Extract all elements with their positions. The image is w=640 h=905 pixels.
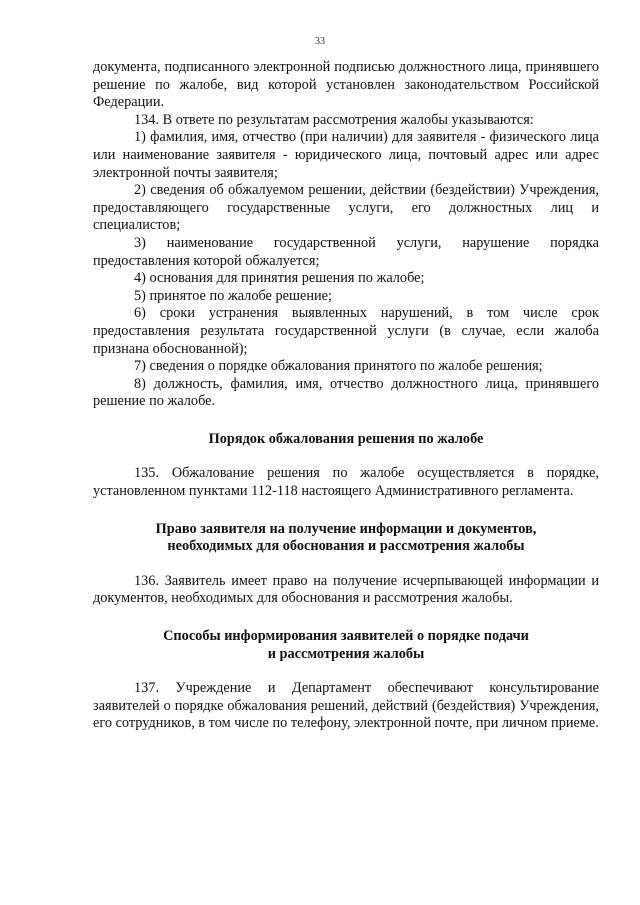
- list-item-2: 2) сведения об обжалуемом решении, действии (бездействии) Учреждения, предоставляющего государственные услуги, его должностных лиц и специалистов;: [93, 182, 599, 234]
- section-heading-rights: [93, 521, 599, 556]
- list-item-4: 4) основания для принятия решения по жалобе;: [134, 270, 425, 287]
- heading-line: Право заявителя на получение информации и документов,: [155, 520, 537, 537]
- heading-line: и рассмотрения жалобы: [267, 645, 425, 662]
- list-item-6: 6) сроки устранения выявленных нарушений, в том числе срок предоставления результата государственной услуги (в случае, если жалоба признана обоснованной);: [93, 305, 599, 357]
- list-item-8: 8) должность, фамилия, имя, отчество должностного лица, принявшего решение по жалобе.: [93, 375, 599, 410]
- paragraph-136: 136. Заявитель имеет право на получение исчерпывающей информации и документов, необходимых для обоснования и рассмотрения жалобы.: [93, 572, 599, 607]
- page-number: 33: [315, 36, 325, 47]
- list-item-3: 3) наименование государственной услуги, нарушение порядка предоставления которой обжалуется;: [93, 234, 599, 269]
- paragraph-134: 134. В ответе по результатам рассмотрения жалобы указываются:: [134, 111, 534, 128]
- section-heading-informing: [93, 628, 599, 663]
- paragraph-137: 137. Учреждение и Департамент обеспечивают консультирование заявителей о порядке обжалования решений, действий (бездействия) Учреждения, его сотрудников, в том числе по телефону, электронной почте, при личном приеме.: [93, 680, 599, 732]
- paragraph-135: 135. Обжалование решения по жалобе осуществляется в порядке, установленном пунктами 112-118 настоящего Административного регламента.: [93, 465, 599, 500]
- heading-line: необходимых для обоснования и рассмотрения жалобы: [167, 538, 525, 555]
- document-body: [93, 59, 599, 733]
- section-heading-appeal: Порядок обжалования решения по жалобе: [208, 430, 484, 447]
- list-item-1: 1) фамилия, имя, отчество (при наличии) для заявителя - физического лица или наименование заявителя - юридического лица, почтовый адрес или адрес электронной почты заявителя;: [93, 129, 599, 181]
- list-item-7: 7) сведения о порядке обжалования принятого по жалобе решения;: [134, 358, 543, 375]
- paragraph-continuation: документа, подписанного электронной подписью должностного лица, принявшего решение по жалобе, вид которой установлен законодательством Российской Федерации.: [93, 59, 599, 111]
- heading-line: Способы информирования заявителей о порядке подачи: [163, 628, 529, 645]
- list-item-5: 5) принятое по жалобе решение;: [134, 287, 332, 304]
